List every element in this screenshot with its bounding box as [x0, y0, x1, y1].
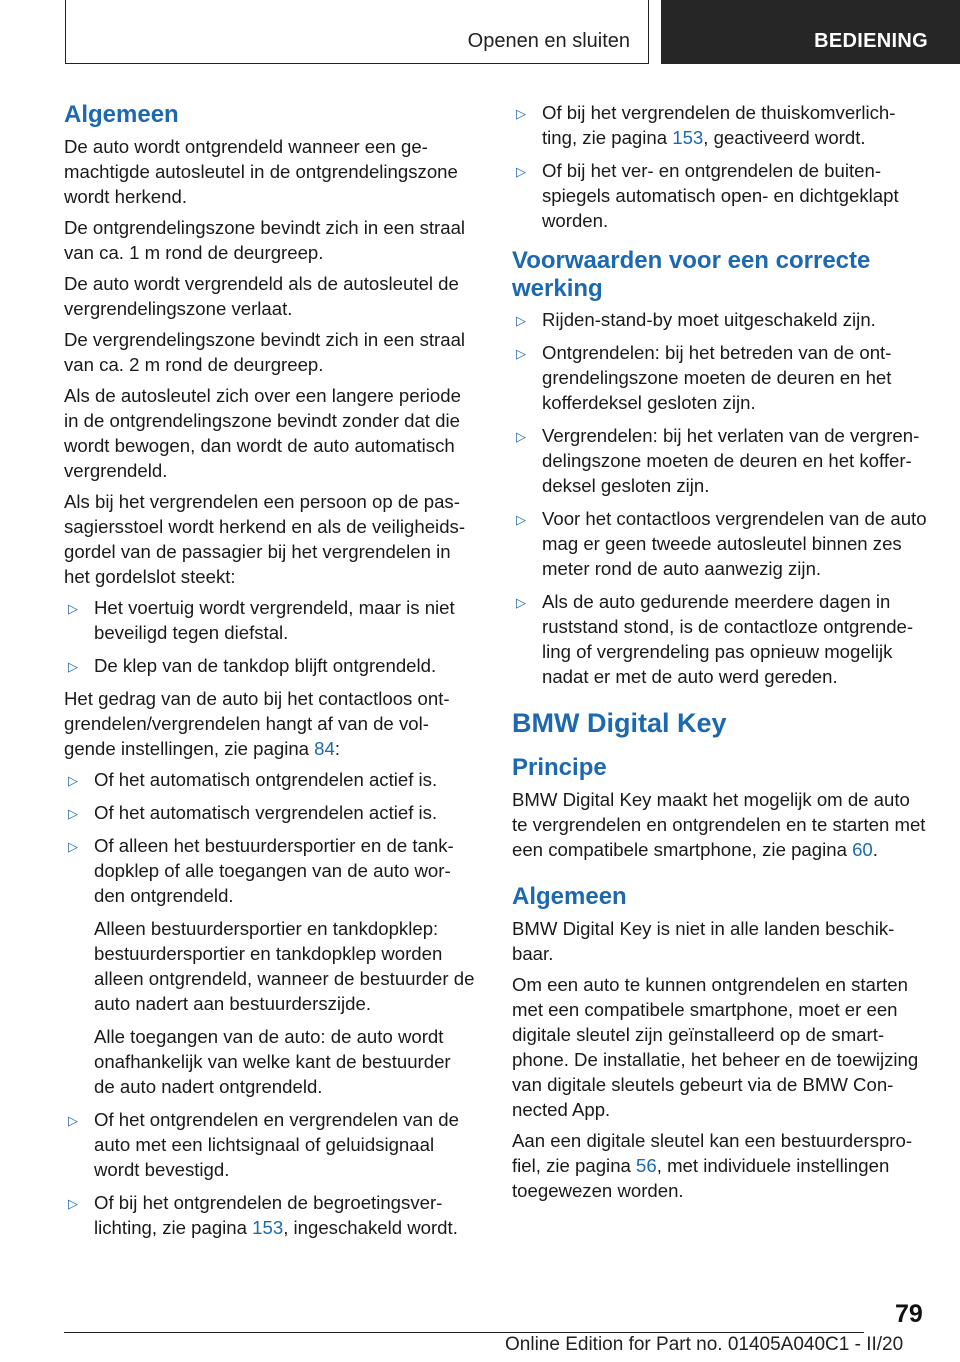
header-chapter-title: BEDIENING — [814, 30, 928, 52]
heading-bmw-digital-key: BMW Digital Key — [512, 708, 727, 738]
heading-algemeen: Algemeen — [64, 101, 179, 128]
triangle-bullet-icon: ▷ — [516, 164, 526, 179]
triangle-bullet-icon: ▷ — [68, 1113, 78, 1128]
paragraph: De vergrendelingszone bevindt zich in een straal van ca. 2 m rond de deurgreep. — [64, 329, 466, 375]
list-item: ▷ Ontgrendelen: bij het betreden van de ont-grendelingszone moeten de deuren en het kofferdeksel gesloten zijn. — [516, 342, 892, 413]
heading-principe: Principe — [512, 754, 607, 781]
triangle-bullet-icon: ▷ — [516, 106, 526, 121]
paragraph: Het gedrag van de auto bij het contactloos ont-grendelen/vergrendelen hangt af van de vol-gende instellingen, zie pagina 84: — [64, 688, 450, 759]
triangle-bullet-icon: ▷ — [516, 346, 526, 361]
page-link-60[interactable]: 60 — [852, 839, 873, 860]
page-link-56[interactable]: 56 — [636, 1155, 657, 1176]
list-item: ▷ Of bij het ver- en ontgrendelen de buiten-spiegels automatisch open- en dichtgeklapt worden. — [516, 160, 899, 231]
paragraph: De ontgrendelingszone bevindt zich in een straal van ca. 1 m rond de deurgreep. — [64, 217, 466, 263]
footer-edition: Online Edition for Part no. 01405A040C1 - II/20 — [505, 1334, 904, 1355]
triangle-bullet-icon: ▷ — [516, 595, 526, 610]
list-item: ▷ Als de auto gedurende meerdere dagen in ruststand stond, is de contactloze ontgrende-ling of vergrendeling pas opnieuw mogelijk nadat er met de auto werd gereden. — [516, 591, 914, 687]
list-item: ▷ Of het ontgrendelen en vergrendelen van de auto met een lichtsignaal of geluidsignaal wordt bevestigd. — [68, 1109, 459, 1180]
triangle-bullet-icon: ▷ — [68, 839, 78, 854]
heading-voorwaarden: Voorwaarden voor een correcte werking — [512, 247, 871, 302]
page-header — [0, 0, 960, 64]
triangle-bullet-icon: ▷ — [68, 806, 78, 821]
list-item: ▷ De klep van de tankdop blijft ontgrendeld. — [64, 653, 476, 678]
paragraph: Om een auto te kunnen ontgrendelen en starten met een compatibele smartphone, moet er een digitale sleutel zijn geïnstalleerd op de smart-phone. De installatie, het beheer en de toewijzing van digitale sleutels gebeurt via de BMW Con-nected App. — [512, 974, 919, 1120]
page-link-84[interactable]: 84 — [314, 738, 335, 759]
list-item: ▷ Rijden-stand-by moet uitgeschakeld zijn. — [512, 307, 930, 332]
header-chapter-tab — [661, 0, 960, 64]
list-item: ▷ Voor het contactloos vergrendelen van de auto mag er geen tweede autosleutel binnen zes meter rond de auto aanwezig zijn. — [516, 508, 927, 579]
header-section-box — [65, 0, 649, 64]
list-subparagraph: Alleen bestuurdersportier en tankdopklep: bestuurdersportier en tankdopklep worden alleen ontgrendeld, wanneer de bestuurder de auto nadert aan bestuurderszijde. — [94, 918, 475, 1014]
page-link-153[interactable]: 153 — [252, 1217, 284, 1238]
triangle-bullet-icon: ▷ — [68, 601, 78, 616]
triangle-bullet-icon: ▷ — [68, 773, 78, 788]
footer-divider — [64, 1332, 864, 1333]
list-item: ▷ Vergrendelen: bij het verlaten van de vergren-delingszone moeten de deuren en het koffer-deksel gesloten zijn. — [516, 425, 920, 496]
list-item: ▷ Of bij het vergrendelen de thuiskomverlich-ting, zie pagina 153, geactiveerd wordt. — [516, 102, 896, 148]
paragraph: De auto wordt ontgrendeld wanneer een ge-machtigde autosleutel in de ontgrendelingszone wordt herkend. — [64, 136, 458, 207]
triangle-bullet-icon: ▷ — [516, 512, 526, 527]
triangle-bullet-icon: ▷ — [516, 313, 526, 328]
header-section-title: Openen en sluiten — [467, 30, 630, 52]
list-item: ▷ Of het automatisch vergrendelen actief is. — [64, 800, 476, 825]
triangle-bullet-icon: ▷ — [68, 1196, 78, 1211]
list-item: ▷ Of bij het ontgrendelen de begroetingsver-lichting, zie pagina 153, ingeschakeld wordt. — [68, 1192, 458, 1238]
list-item: ▷ Of alleen het bestuurdersportier en de tank-dopklep of alle toegangen van de auto wor-den ontgrendeld. — [68, 835, 454, 906]
list-item: ▷ Het voertuig wordt vergrendeld, maar is niet beveiligd tegen diefstal. — [68, 597, 455, 643]
paragraph: Aan een digitale sleutel kan een bestuurderspro-fiel, zie pagina 56, met individuele instellingen toegewezen worden. — [512, 1130, 913, 1201]
list-subparagraph: Alle toegangen van de auto: de auto wordt onafhankelijk van welke kant de bestuurder de auto nadert ontgrendeld. — [94, 1026, 451, 1097]
triangle-bullet-icon: ▷ — [68, 659, 78, 674]
page-link-153[interactable]: 153 — [672, 127, 704, 148]
paragraph: De auto wordt vergrendeld als de autosleutel de vergrendelingszone verlaat. — [64, 273, 459, 319]
triangle-bullet-icon: ▷ — [516, 429, 526, 444]
paragraph: Als de autosleutel zich over een langere periode in de ontgrendelingszone bevindt zonder dat die wordt bewogen, dan wordt de auto automatisch vergrendeld. — [64, 385, 461, 481]
paragraph: BMW Digital Key is niet in alle landen beschik-baar. — [512, 918, 895, 964]
page-number: 79 — [895, 1300, 923, 1328]
paragraph: BMW Digital Key maakt het mogelijk om de auto te vergrendelen en ontgrendelen en te starten met een compatibele smartphone, zie pagina 60. — [512, 789, 926, 860]
list-item: ▷ Of het automatisch ontgrendelen actief is. — [64, 767, 476, 792]
left-column — [64, 100, 476, 1248]
heading-algemeen-2: Algemeen — [512, 883, 627, 910]
right-column — [512, 100, 930, 1209]
paragraph: Als bij het vergrendelen een persoon op de pas-sagiersstoel wordt herkend en als de veiligheids-gordel van de passagier bij het vergrendelen in het gordelslot steekt: — [64, 491, 466, 587]
